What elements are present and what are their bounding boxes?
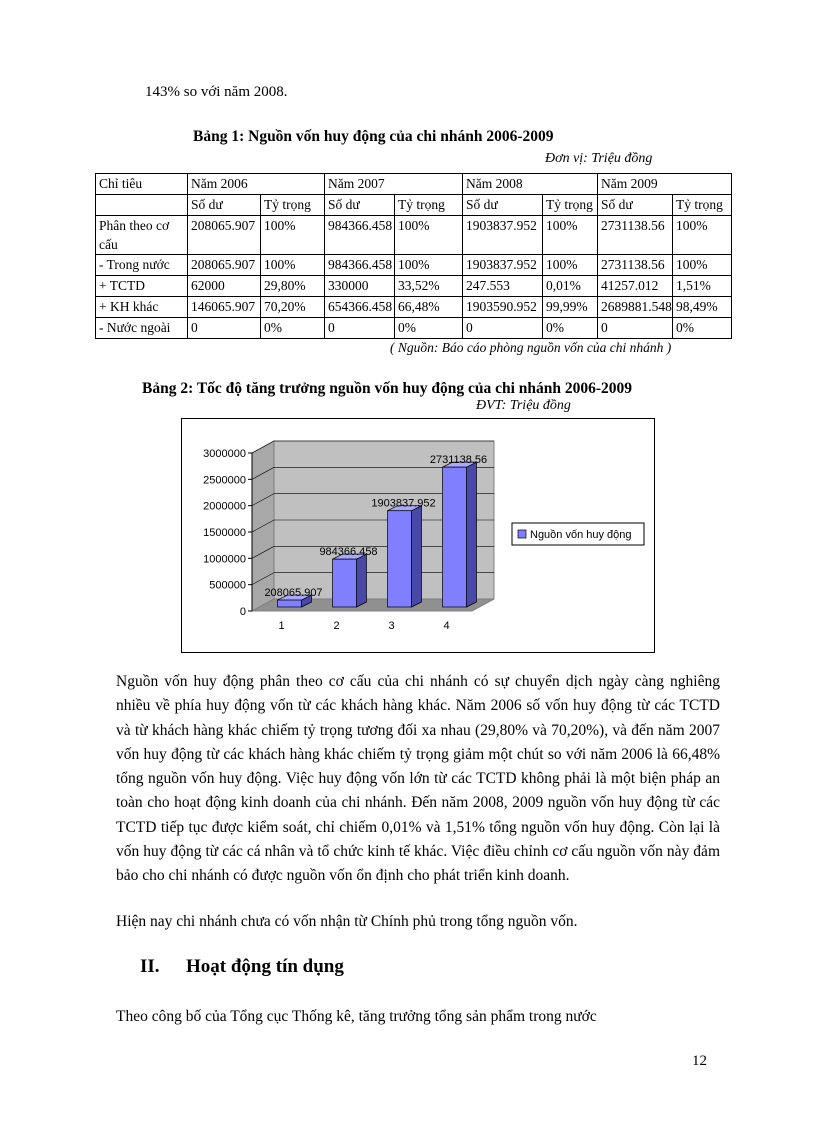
subheader: Số dư [598, 195, 673, 216]
y-tick-label: 2500000 [203, 474, 246, 487]
paragraph-2: Hiện nay chi nhánh chưa có vốn nhận từ Chính phủ trong tổng nguồn vốn. [116, 913, 578, 930]
table-cell: 33,52% [395, 276, 463, 297]
bar-side [412, 506, 422, 607]
table-row [96, 276, 732, 297]
table-cell: 330000 [325, 276, 395, 297]
table-cell: 1,51% [673, 276, 732, 297]
subheader: Tỷ trọng [261, 195, 325, 216]
table1 [95, 173, 732, 339]
table-cell: 208065.907 [188, 216, 261, 255]
row-label: - Trong nước [96, 255, 188, 276]
y-tick-label: 3000000 [203, 448, 246, 460]
table-cell: 66,48% [395, 297, 463, 318]
table-cell: 1903837.952 [463, 216, 543, 255]
x-tick-label: 1 [278, 620, 285, 632]
table-cell: 247.553 [463, 276, 543, 297]
table-cell: 100% [395, 255, 463, 276]
bar-chart [181, 418, 655, 653]
table-cell: 2689881.548 [598, 297, 673, 318]
table-cell: 62000 [188, 276, 261, 297]
table-cell: 0,01% [543, 276, 598, 297]
bar-side [357, 554, 367, 607]
chart-unit: ĐVT: Triệu đồng [476, 398, 571, 413]
row-label: + TCTD [96, 276, 188, 297]
x-tick-label: 2 [333, 620, 340, 632]
table-subheader-row [96, 195, 732, 216]
legend-swatch [518, 530, 526, 538]
table-cell: 0% [261, 318, 325, 339]
table-cell: 2731138.56 [598, 255, 673, 276]
section-title: Hoạt động tín dụng [186, 956, 344, 977]
table-row [96, 318, 732, 339]
table-cell: 654366.458 [325, 297, 395, 318]
subheader: Tỷ trọng [673, 195, 732, 216]
table-cell: 41257.012 [598, 276, 673, 297]
header-label: Chỉ tiêu [96, 174, 188, 195]
intro-line: 143% so với năm 2008. [145, 84, 288, 100]
subheader: Số dư [325, 195, 395, 216]
data-label: 1903837.952 [371, 497, 436, 510]
y-tick-label: 1000000 [203, 553, 246, 566]
table-cell: 0 [463, 318, 543, 339]
subheader: Số dư [188, 195, 261, 216]
data-label: 2731138.56 [429, 454, 488, 467]
table-cell: 100% [261, 216, 325, 255]
bar [278, 600, 302, 607]
table-cell: 29,80% [261, 276, 325, 297]
legend-label: Nguồn vốn huy động [530, 529, 632, 541]
table1-source: ( Nguồn: Báo cáo phòng nguồn vốn của chi nhánh ) [390, 340, 672, 355]
y-tick-label: 500000 [209, 579, 246, 592]
table-cell: 100% [261, 255, 325, 276]
table-cell: 208065.907 [188, 255, 261, 276]
table-cell: 0 [188, 318, 261, 339]
table-cell: 0% [395, 318, 463, 339]
last-line: Theo công bố của Tổng cục Thống kê, tăng trưởng tổng sản phẩm trong nước [116, 1008, 597, 1025]
table-row [96, 255, 732, 276]
year-header: Năm 2009 [598, 174, 732, 195]
subheader: Tỷ trọng [543, 195, 598, 216]
table-cell: 1903837.952 [463, 255, 543, 276]
year-header: Năm 2007 [325, 174, 463, 195]
table-header-row [96, 174, 732, 195]
page-number: 12 [692, 1053, 707, 1069]
table-cell: 984366.458 [325, 255, 395, 276]
table-cell: 0 [598, 318, 673, 339]
table-cell: 984366.458 [325, 216, 395, 255]
bar [443, 467, 467, 607]
y-tick-label: 0 [239, 606, 246, 618]
table-cell: 0 [325, 318, 395, 339]
table-row [96, 216, 732, 255]
table-cell: 100% [543, 255, 598, 276]
data-label: 984366.458 [319, 546, 378, 559]
table-cell: 100% [543, 216, 598, 255]
bar [333, 559, 357, 607]
chart-caption: Bảng 2: Tốc độ tăng trưởng nguồn vốn huy động của chi nhánh 2006-2009 [142, 380, 633, 397]
table-cell: 100% [673, 216, 732, 255]
row-label: Phân theo cơ cấu [96, 216, 188, 255]
table-cell: 0% [673, 318, 732, 339]
table-cell: 0% [543, 318, 598, 339]
section-number: II. [140, 956, 160, 977]
table1-caption: Bảng 1: Nguồn vốn huy động của chi nhánh 2006-2009 [193, 128, 554, 145]
y-tick-label: 1500000 [203, 527, 246, 539]
year-header: Năm 2006 [188, 174, 325, 195]
row-label: + KH khác [96, 297, 188, 318]
table-cell: 70,20% [261, 297, 325, 318]
table-cell: 2731138.56 [598, 216, 673, 255]
y-tick-label: 2000000 [203, 500, 246, 513]
subheader: Tỷ trọng [395, 195, 463, 216]
row-label: - Nước ngoài [96, 318, 188, 339]
paragraph-1: Nguồn vốn huy động phân theo cơ cấu của chi nhánh có sự chuyển dịch ngày càng nghiêng nhiều về phía huy động vốn từ các khách hàng khác. Năm 2006 số vốn huy động từ các TCTD và từ khách hàng khác chiếm tỷ trọng tương đối xa nhau (29,80% và 70,20%), và đến năm 2007 vốn huy động từ các khách hàng khác chiếm tỷ trọng giảm một chút so với năm 2006 là 66,48% tổng nguồn vốn huy động. Việc huy động vốn lớn từ các TCTD không phải là một biện pháp an toàn cho hoạt động kinh doanh của chi nhánh. Đến năm 2008, 2009 nguồn vốn huy động từ các TCTD tiếp tục được kiểm soát, chỉ chiếm 0,01% và 1,51% tổng nguồn vốn huy động. Còn lại là vốn huy động từ các cá nhân và tổ chức kinh tế khác. Việc điều chỉnh cơ cấu nguồn vốn này đảm bảo cho chi nhánh có được nguồn vốn ổn định cho phát triển kinh doanh. [116, 673, 720, 885]
x-tick-label: 4 [443, 620, 450, 632]
subheader: Số dư [463, 195, 543, 216]
bar-side [467, 462, 477, 607]
table-cell: 100% [673, 255, 732, 276]
table-cell: 1903590.952 [463, 297, 543, 318]
table-cell: 98,49% [673, 297, 732, 318]
table-cell: 100% [395, 216, 463, 255]
data-label: 208065.907 [264, 587, 323, 600]
table-cell: 146065.907 [188, 297, 261, 318]
table1-unit: Đơn vị: Triệu đồng [545, 151, 653, 166]
x-tick-label: 3 [388, 620, 395, 632]
table-row [96, 297, 732, 318]
year-header: Năm 2008 [463, 174, 598, 195]
table-cell: 99,99% [543, 297, 598, 318]
section-heading [140, 956, 344, 978]
bar [388, 511, 412, 607]
